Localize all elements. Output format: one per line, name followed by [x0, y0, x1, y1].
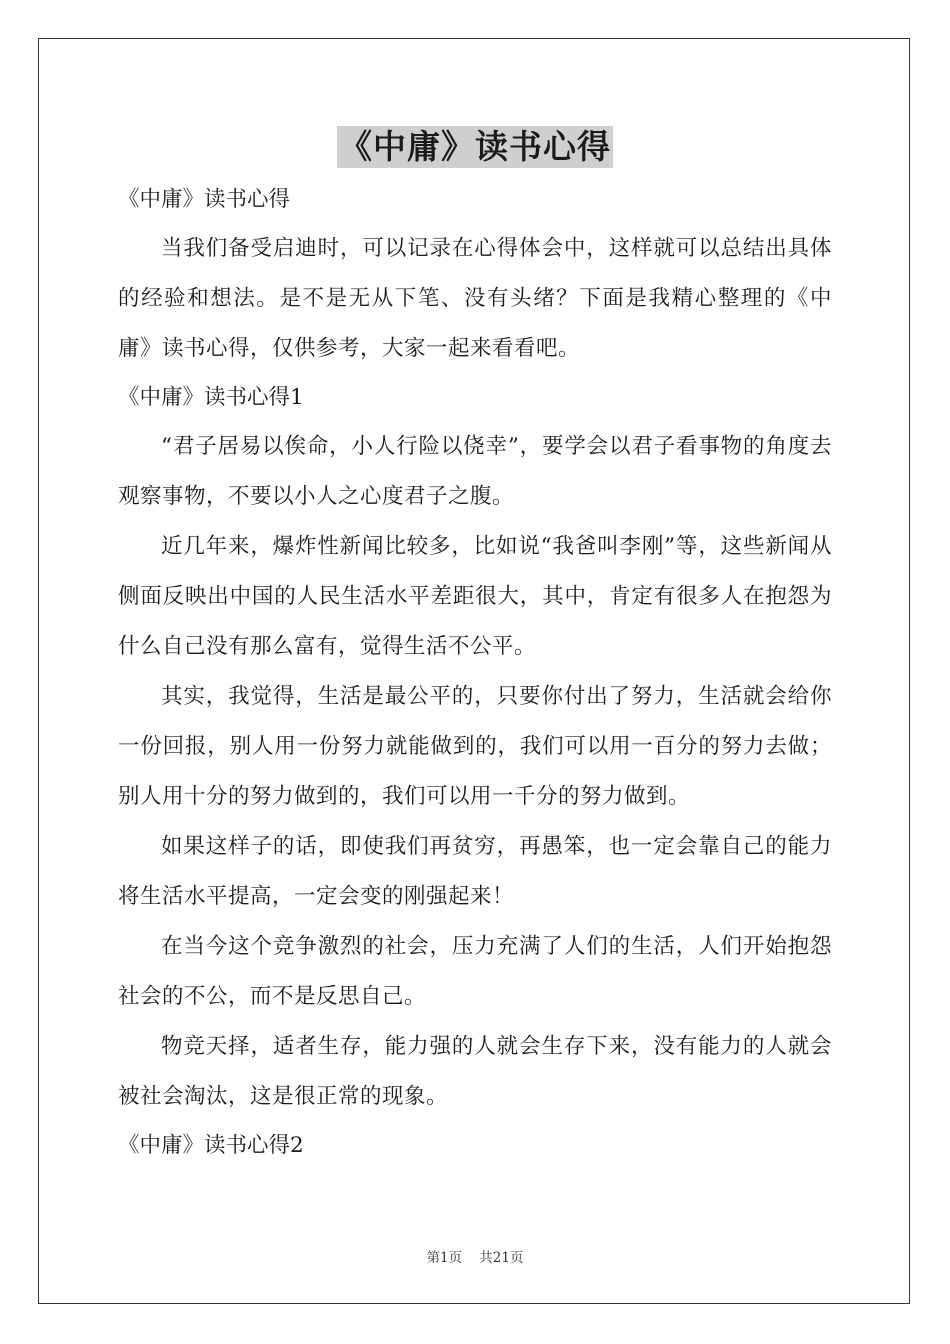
body-paragraph: 如果这样子的话，即使我们再贫穷，再愚笨，也一定会靠自己的能力将生活水平提高，一定会变的刚强起来！ — [118, 834, 832, 909]
section-heading: 《中庸》读书心得 — [118, 187, 291, 212]
page-total: 共21页 — [479, 1250, 524, 1266]
body-paragraph: 近几年来，爆炸性新闻比较多，比如说“我爸叫李刚”等，这些新闻从侧面反映出中国的人民生活水平差距很大，其中，肯定有很多人在抱怨为什么自己没有那么富有，觉得生活不公平。 — [118, 534, 832, 659]
body-paragraph: 在当今这个竞争激烈的社会，压力充满了人们的生活，人们开始抱怨社会的不公，而不是反思自己。 — [118, 934, 832, 1009]
page-footer — [0, 1246, 950, 1266]
document-body — [118, 176, 832, 1170]
body-paragraph: 物竞天择，适者生存，能力强的人就会生存下来，没有能力的人就会被社会淘汰，这是很正常的现象。 — [118, 1034, 832, 1109]
document-title: 《中庸》读书心得 — [339, 127, 611, 166]
body-paragraph: “君子居易以俟命，小人行险以侥幸”，要学会以君子看事物的角度去观察事物，不要以小人之心度君子之腹。 — [118, 434, 832, 509]
page-number: 第1页 — [426, 1250, 463, 1266]
section-heading: 《中庸》读书心得1 — [118, 385, 304, 410]
intro-paragraph: 当我们备受启迪时，可以记录在心得体会中，这样就可以总结出具体的经验和想法。是不是无从下笔、没有头绪？下面是我精心整理的《中庸》读书心得，仅供参考，大家一起来看看吧。 — [118, 236, 832, 361]
body-paragraph: 其实，我觉得，生活是最公平的，只要你付出了努力，生活就会给你一份回报，别人用一份努力就能做到的，我们可以用一百分的努力去做；别人用十分的努力做到的，我们可以用一千分的努力做到。 — [118, 684, 832, 809]
section-heading: 《中庸》读书心得2 — [118, 1133, 304, 1158]
title-container — [0, 126, 950, 168]
